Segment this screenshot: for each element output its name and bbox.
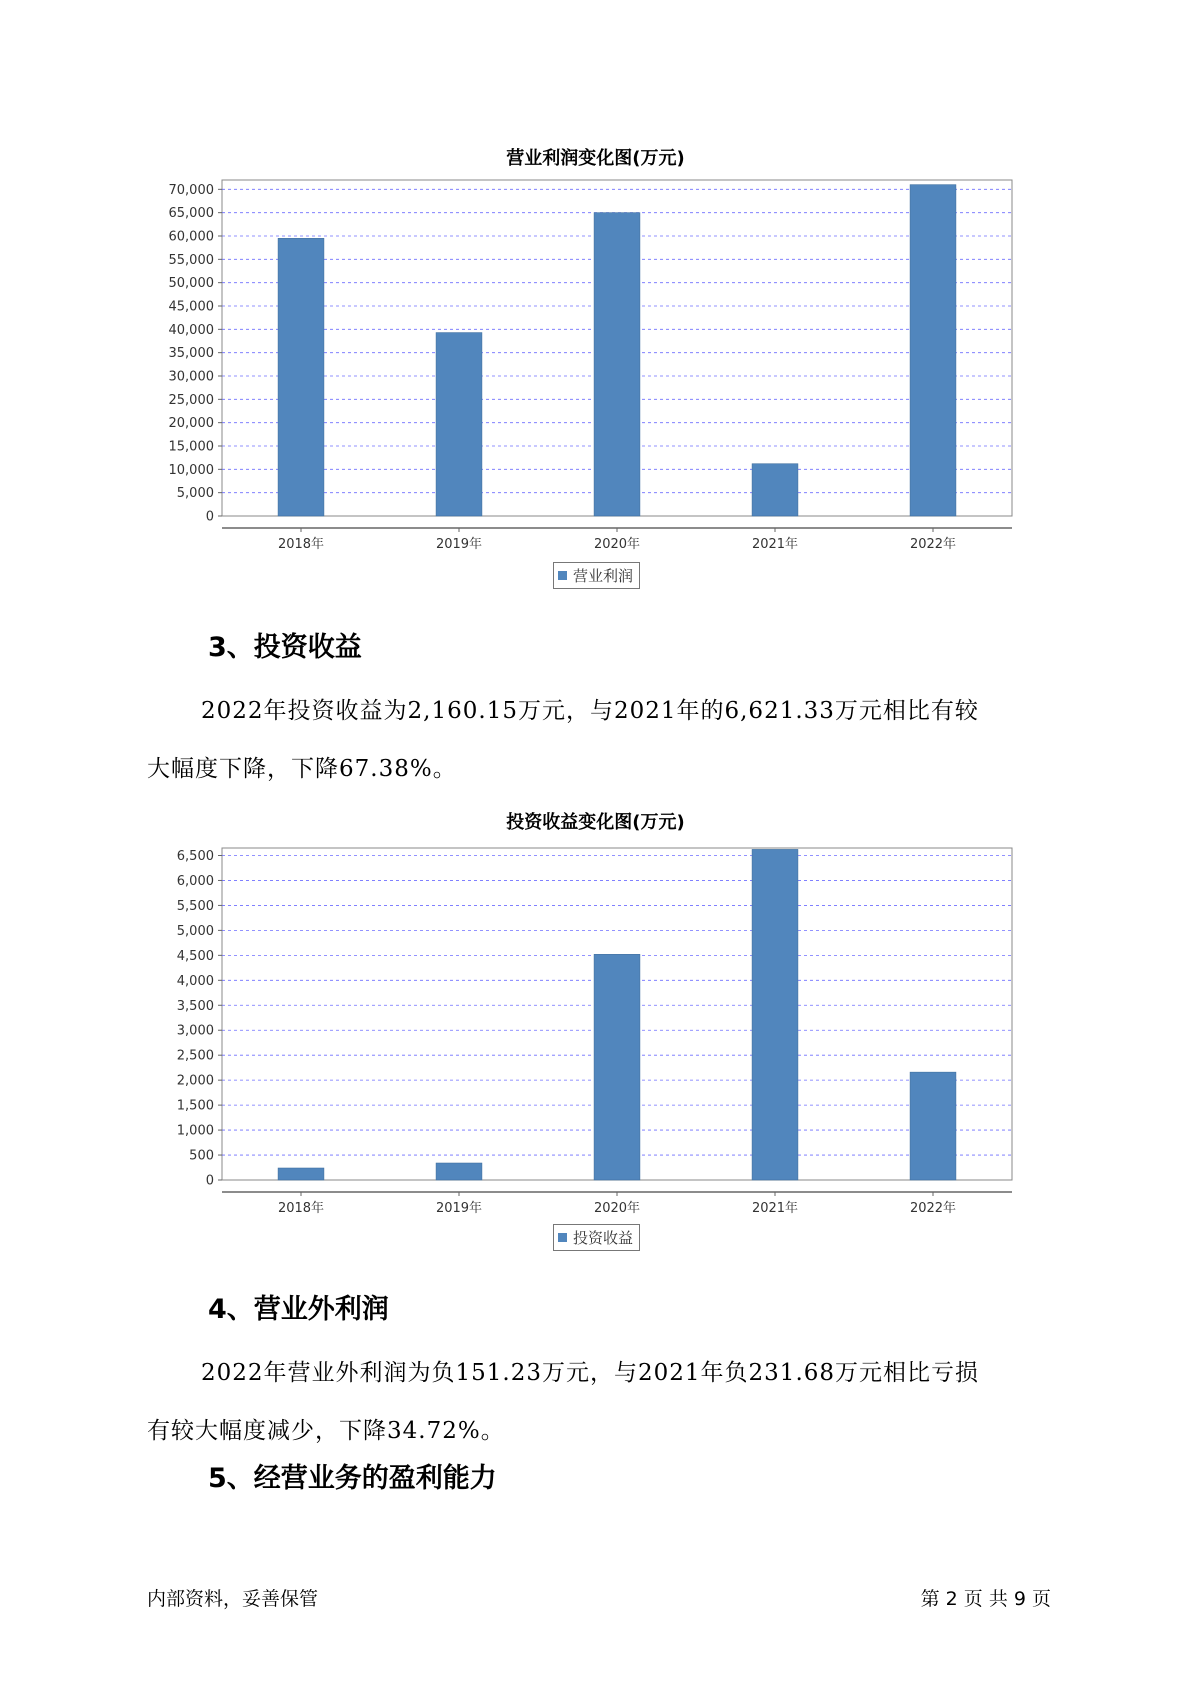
bar [910, 185, 956, 516]
bar [594, 954, 640, 1180]
x-tick-label: 2022年 [909, 537, 957, 552]
y-tick-label: 60,000 [168, 229, 214, 245]
x-tick-label: 2022年 [909, 1201, 957, 1216]
section-heading-profitability: 5、经营业务的盈利能力 [208, 1463, 497, 1494]
footer-page-number: 第 2 页 共 9 页 [920, 1588, 1051, 1610]
legend-operating-profit [553, 562, 640, 589]
bar [278, 238, 324, 516]
bar [278, 1168, 324, 1180]
y-tick-label: 0 [205, 1173, 214, 1189]
bar [436, 1163, 482, 1180]
bar [752, 464, 798, 516]
y-tick-label: 15,000 [168, 439, 214, 455]
x-tick-label: 2018年 [277, 1201, 325, 1216]
y-tick-label: 10,000 [168, 462, 214, 478]
x-tick-label: 2020年 [593, 1201, 641, 1216]
y-tick-label: 5,000 [176, 486, 214, 502]
x-tick-label: 2021年 [751, 1201, 799, 1216]
y-tick-label: 4,000 [176, 973, 214, 989]
section-heading-non-operating: 4、营业外利润 [208, 1294, 389, 1325]
y-tick-label: 4,500 [176, 948, 214, 964]
chart-title-investment-income: 投资收益变化图(万元) [506, 812, 685, 833]
y-tick-label: 2,500 [176, 1048, 214, 1064]
y-tick-label: 1,500 [176, 1098, 214, 1114]
legend-swatch [558, 1233, 567, 1242]
y-tick-label: 20,000 [168, 416, 214, 432]
paragraph-line: 大幅度下降，下降67.38%。 [147, 756, 457, 782]
y-tick-label: 6,500 [176, 848, 214, 864]
y-tick-label: 55,000 [168, 252, 214, 268]
y-tick-label: 50,000 [168, 276, 214, 292]
bar [436, 333, 482, 516]
x-tick-label: 2021年 [751, 537, 799, 552]
legend-label: 投资收益 [573, 1229, 634, 1247]
legend-investment-income [553, 1224, 640, 1251]
legend-swatch [558, 571, 567, 580]
x-tick-label: 2019年 [435, 537, 483, 552]
y-tick-label: 5,500 [176, 898, 214, 914]
chart-title-operating-profit: 营业利润变化图(万元) [506, 148, 685, 169]
y-tick-label: 1,000 [176, 1123, 214, 1139]
legend-label: 营业利润 [573, 567, 634, 585]
y-tick-label: 40,000 [168, 322, 214, 338]
paragraph-investment [147, 682, 1047, 798]
paragraph-line: 有较大幅度减少，下降34.72%。 [147, 1418, 505, 1444]
y-tick-label: 35,000 [168, 346, 214, 362]
bar [594, 213, 640, 516]
section-heading-investment: 3、投资收益 [208, 632, 362, 663]
bar [752, 849, 798, 1180]
operating-profit-chart [0, 170, 1191, 550]
y-tick-label: 3,500 [176, 998, 214, 1014]
x-tick-label: 2020年 [593, 537, 641, 552]
y-tick-label: 45,000 [168, 299, 214, 315]
paragraph-line: 2022年投资收益为2,160.15万元，与2021年的6,621.33万元相比有较 [201, 698, 979, 724]
footer-confidential-note: 内部资料，妥善保管 [147, 1588, 319, 1610]
y-tick-label: 30,000 [168, 369, 214, 385]
investment-income-chart [0, 834, 1191, 1214]
y-tick-label: 5,000 [176, 923, 214, 939]
y-tick-label: 500 [189, 1148, 214, 1164]
x-tick-label: 2019年 [435, 1201, 483, 1216]
y-tick-label: 2,000 [176, 1073, 214, 1089]
paragraph-non-operating [147, 1344, 1047, 1460]
y-tick-label: 65,000 [168, 206, 214, 222]
y-tick-label: 70,000 [168, 182, 214, 198]
y-tick-label: 0 [205, 509, 214, 525]
paragraph-line: 2022年营业外利润为负151.23万元，与2021年负231.68万元相比亏损 [201, 1360, 980, 1386]
y-tick-label: 3,000 [176, 1023, 214, 1039]
x-tick-label: 2018年 [277, 537, 325, 552]
y-tick-label: 25,000 [168, 392, 214, 408]
y-tick-label: 6,000 [176, 873, 214, 889]
bar [910, 1072, 956, 1180]
